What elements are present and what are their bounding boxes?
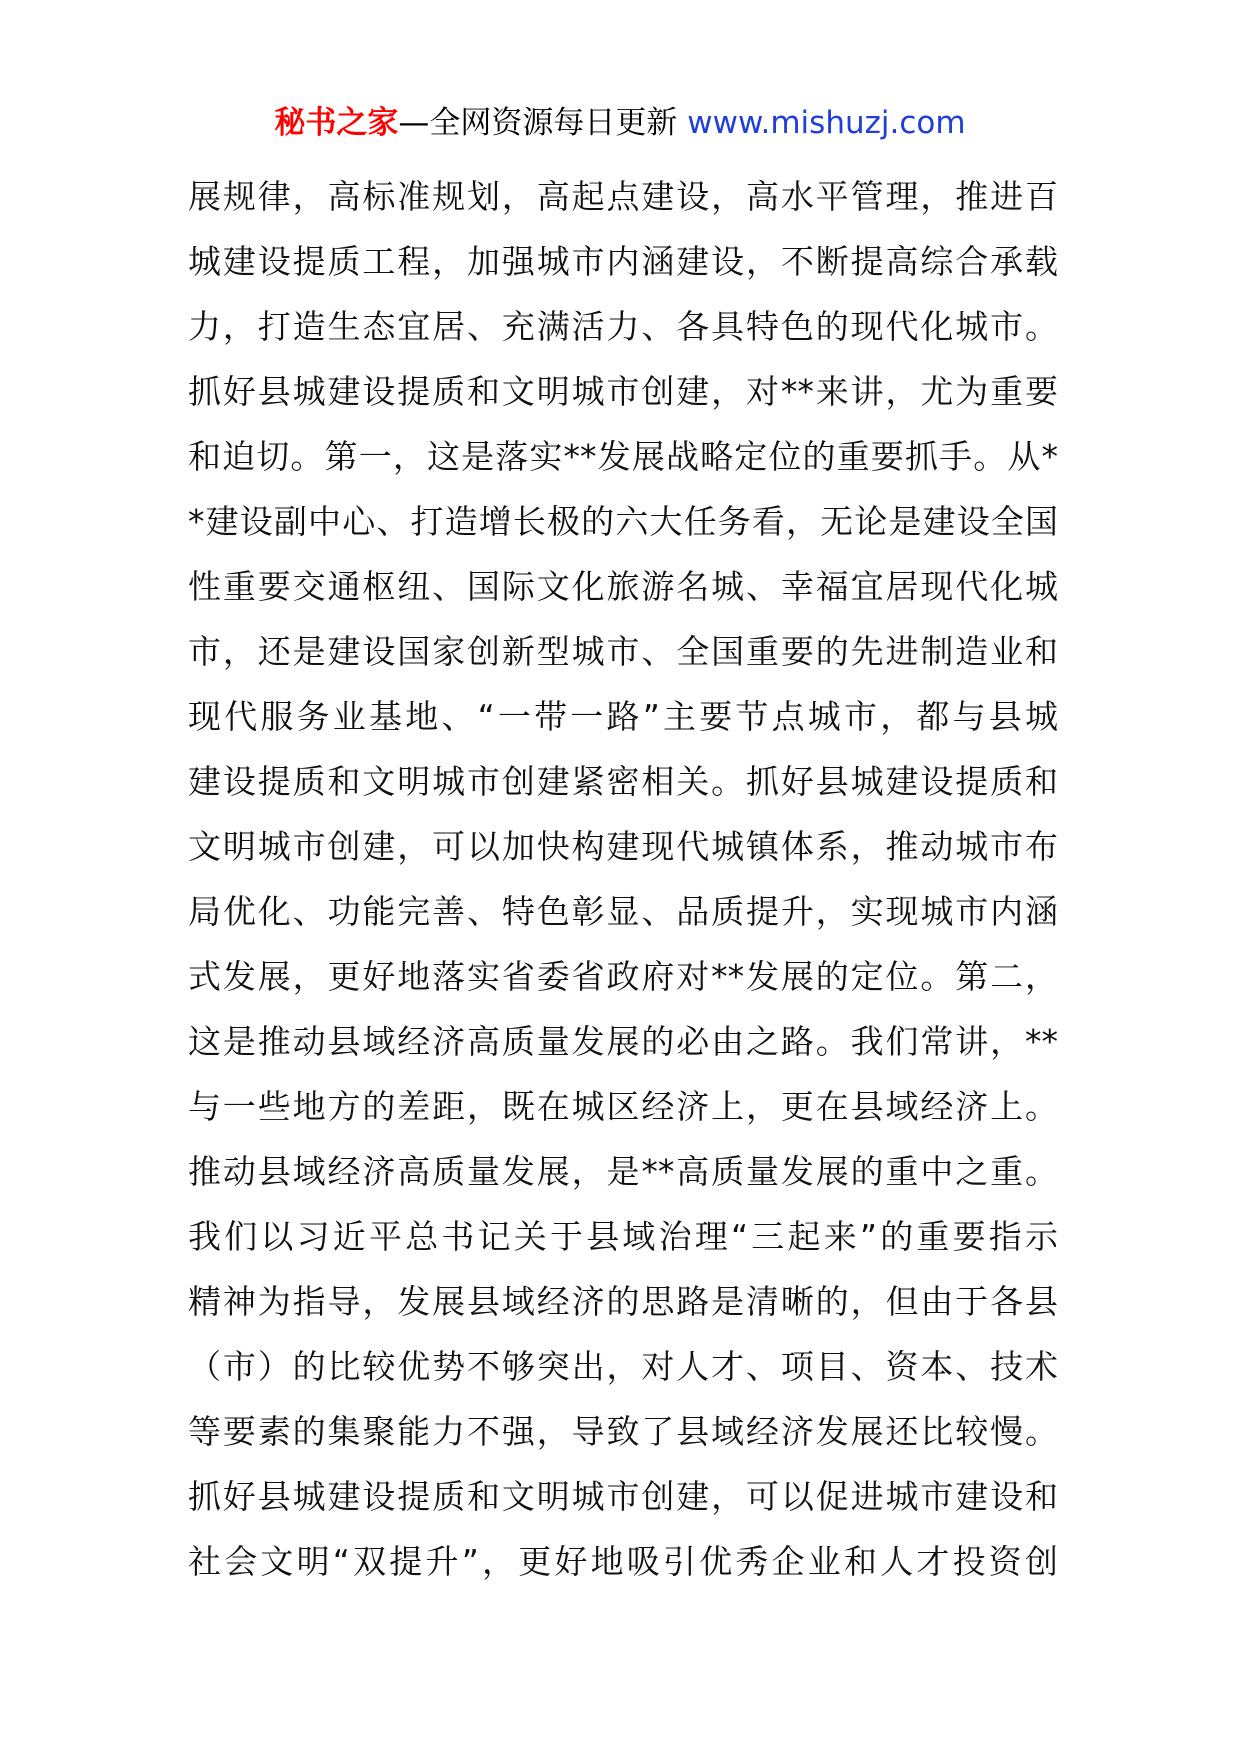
body-text-line: 文明城市创建，可以加快构建现代城镇体系，推动城市布 [188,827,1058,866]
body-text-line: 局优化、功能完善、特色彰显、品质提升，实现城市内涵 [188,892,1058,931]
body-text-line: 现代服务业基地、“一带一路”主要节点城市，都与县城 [188,697,1058,736]
body-text-line: 精神为指导，发展县域经济的思路是清晰的，但由于各县 [188,1282,1058,1321]
body-text-line: 建设提质和文明城市创建紧密相关。抓好县城建设提质和 [188,762,1058,801]
document-body [188,164,1058,1594]
body-text-line: 城建设提质工程，加强城市内涵建设，不断提高综合承载 [188,242,1058,281]
body-text-line: 式发展，更好地落实省委省政府对**发展的定位。第二， [188,957,1058,996]
body-text-line: 抓好县城建设提质和文明城市创建，对**来讲，尤为重要 [188,372,1058,411]
body-text-line: 市，还是建设国家创新型城市、全国重要的先进制造业和 [188,632,1058,671]
body-text-line: 这是推动县域经济高质量发展的必由之路。我们常讲，** [188,1022,1058,1061]
body-text-line: 推动县域经济高质量发展，是**高质量发展的重中之重。 [188,1152,1058,1191]
body-text-line: 与一些地方的差距，既在城区经济上，更在县域经济上。 [188,1087,1058,1126]
body-text-line: 等要素的集聚能力不强，导致了县域经济发展还比较慢。 [188,1412,1058,1451]
body-text-line: 展规律，高标准规划，高起点建设，高水平管理，推进百 [188,177,1058,216]
brand-name: 秘书之家 [274,105,399,141]
body-text-line: 社会文明“双提升”，更好地吸引优秀企业和人才投资创 [188,1542,1058,1581]
body-text-line: 我们以习近平总书记关于县域治理“三起来”的重要指示 [188,1217,1058,1256]
body-text-line: 和迫切。第一，这是落实**发展战略定位的重要抓手。从* [188,437,1058,476]
body-text-line: 性重要交通枢纽、国际文化旅游名城、幸福宜居现代化城 [188,567,1058,606]
body-text-line: 力，打造生态宜居、充满活力、各具特色的现代化城市。 [188,307,1058,346]
body-text-line: *建设副中心、打造增长极的六大任务看，无论是建设全国 [188,502,1058,541]
header-tagline: —全网资源每日更新 [398,105,688,141]
page-header [0,98,1240,148]
body-text-line: （市）的比较优势不够突出，对人才、项目、资本、技术 [188,1347,1058,1386]
website-link[interactable]: www.mishuzj.com [687,105,966,141]
body-text-line: 抓好县城建设提质和文明城市创建，可以促进城市建设和 [188,1477,1058,1516]
